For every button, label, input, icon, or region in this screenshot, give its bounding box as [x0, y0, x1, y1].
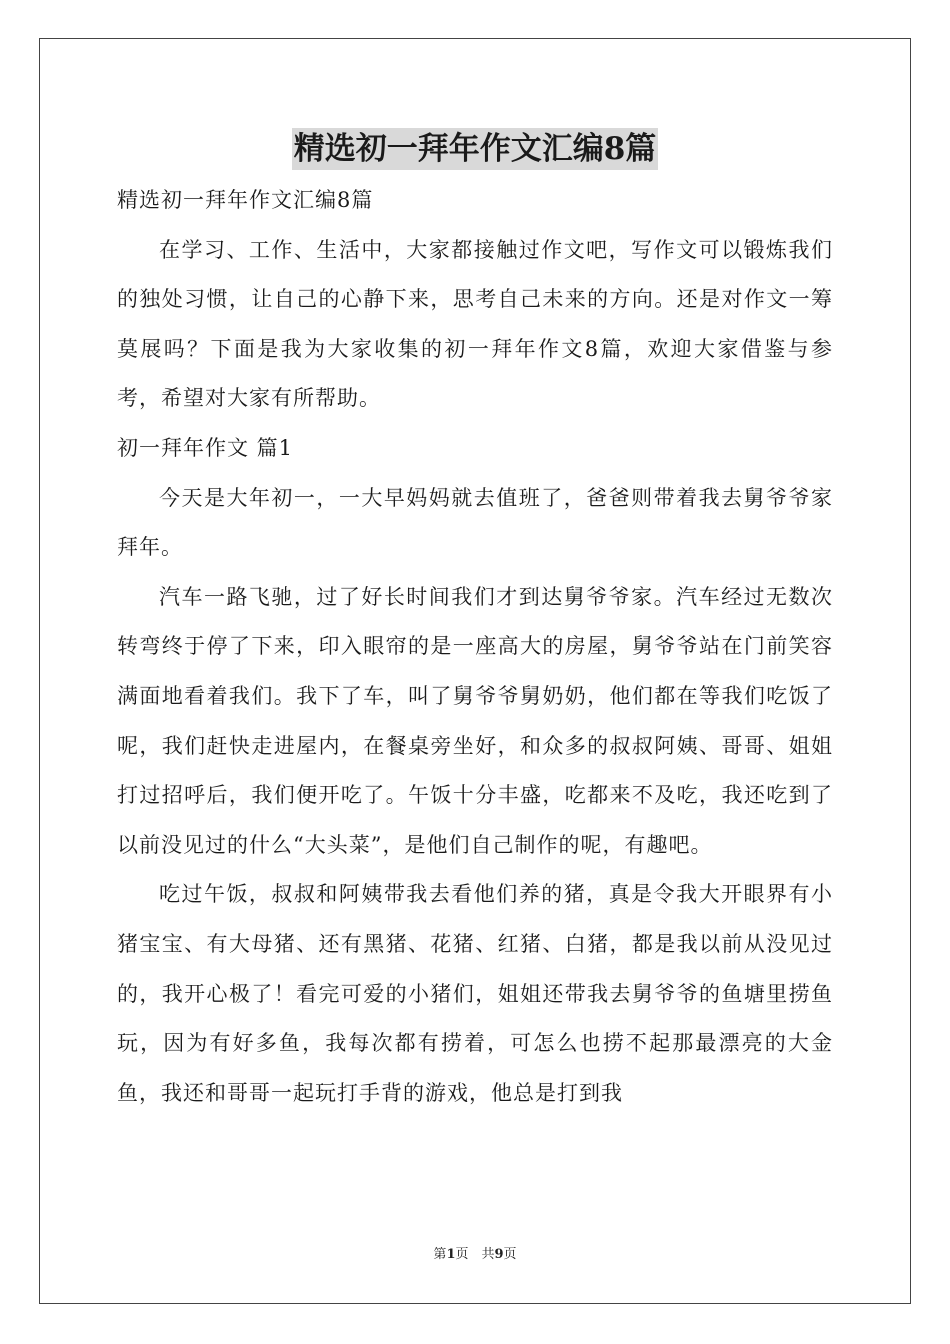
footer-page-prefix: 第 — [433, 1247, 447, 1262]
document-title: 精选初一拜年作文汇编8篇 — [292, 128, 659, 170]
page-footer — [0, 1246, 950, 1264]
section-heading: 初一拜年作文 篇1 — [117, 435, 294, 460]
footer-page-total: 9 — [494, 1247, 504, 1262]
footer-page-current: 1 — [446, 1247, 456, 1262]
title-wrap — [0, 128, 950, 170]
body-paragraph: 汽车一路飞驰，过了好长时间我们才到达舅爷爷家。汽车经过无数次转弯终于停了下来，印入眼帘的是一座高大的房屋，舅爷爷站在门前笑容满面地看着我们。我下了车，叫了舅爷爷舅奶奶，他们都在等我们吃饭了呢，我们赶快走进屋内，在餐桌旁坐好，和众多的叔叔阿姨、哥哥、姐姐打过招呼后，我们便开吃了。午饭十分丰盛，吃都来不及吃，我还吃到了以前没见过的什么“大头菜”，是他们自己制作的呢，有趣吧。 — [117, 584, 833, 857]
document-subtitle: 精选初一拜年作文汇编8篇 — [117, 188, 374, 212]
body-paragraph: 今天是大年初一，一大早妈妈就去值班了，爸爸则带着我去舅爷爷家拜年。 — [117, 485, 833, 560]
footer-page-suffix: 页 — [503, 1247, 517, 1262]
body-paragraph: 吃过午饭，叔叔和阿姨带我去看他们养的猪，真是令我大开眼界有小猪宝宝、有大母猪、还有黑猪、花猪、红猪、白猪，都是我以前从没见过的，我开心极了！看完可爱的小猪们，姐姐还带我去舅爷爷的鱼塘里捞鱼玩，因为有好多鱼，我每次都有捞着，可怎么也捞不起那最漂亮的大金鱼，我还和哥哥一起玩打手背的游戏，他总是打到我 — [117, 882, 833, 1105]
intro-paragraph: 在学习、工作、生活中，大家都接触过作文吧，写作文可以锻炼我们的独处习惯，让自己的心静下来，思考自己未来的方向。还是对作文一筹莫展吗？下面是我为大家收集的初一拜年作文8篇，欢迎大家借鉴与参考，希望对大家有所帮助。 — [117, 237, 833, 411]
document-body — [117, 176, 833, 1118]
footer-page-mid: 页 共 — [455, 1247, 495, 1262]
